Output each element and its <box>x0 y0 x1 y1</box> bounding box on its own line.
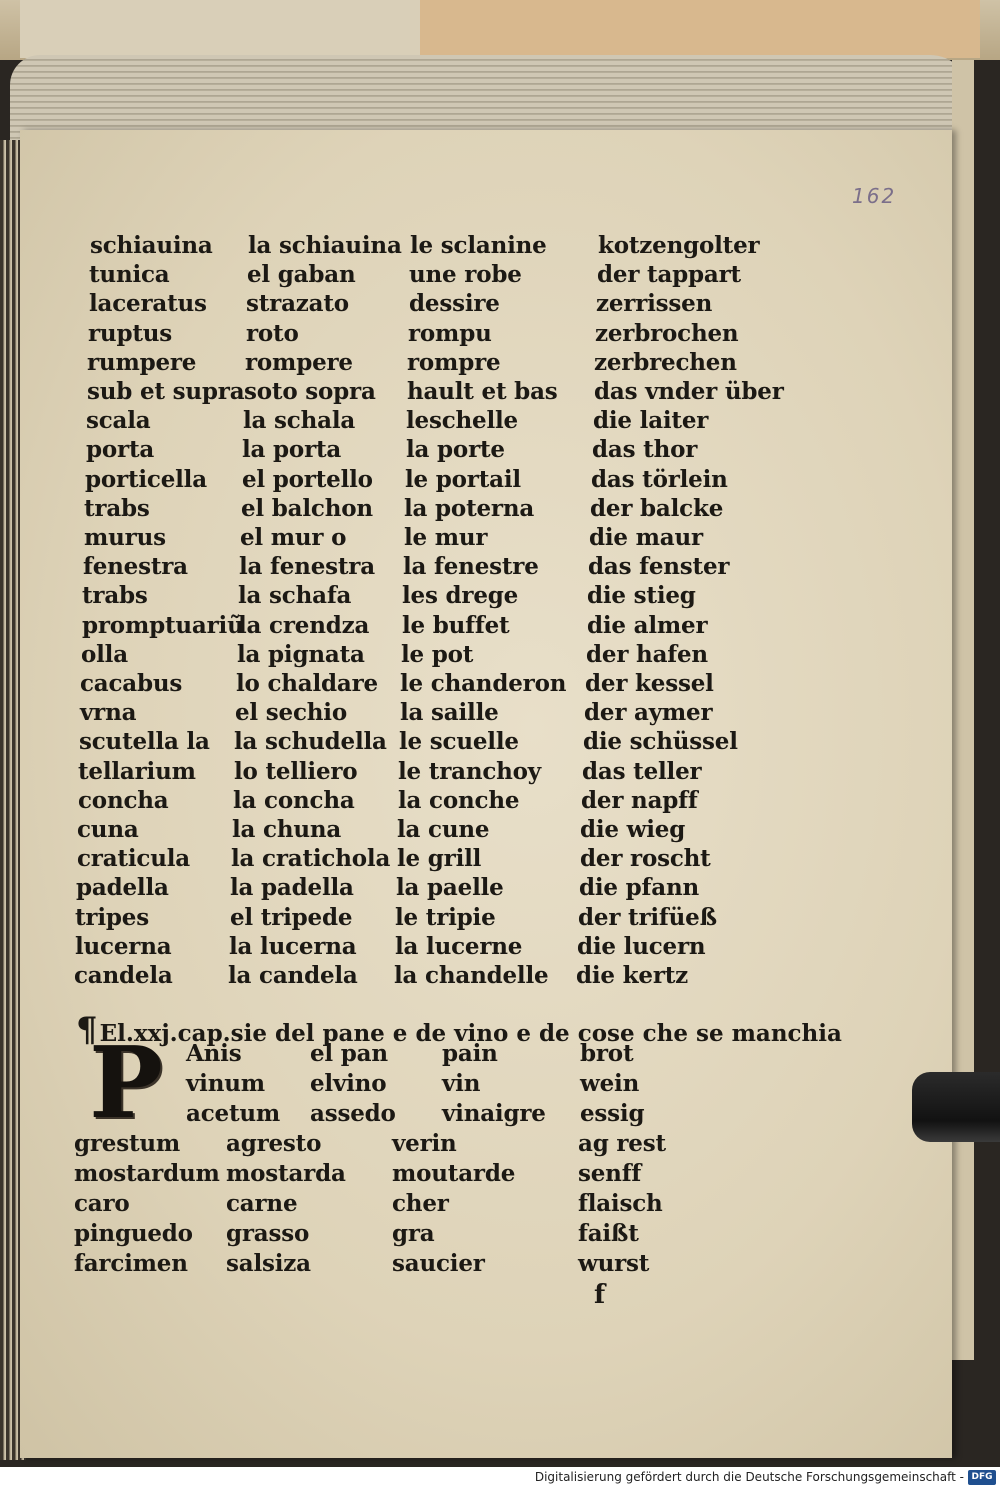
vocab-cell: le sclanine <box>410 232 547 259</box>
vocab-cell: vrna <box>80 699 137 726</box>
vocab-cell: zerrissen <box>596 290 713 317</box>
chapter-cell: faißt <box>578 1220 639 1247</box>
top-board <box>20 0 422 58</box>
vocab-cell: candela <box>74 962 173 989</box>
vocab-cell: kotzengolter <box>598 232 760 259</box>
vocab-cell: der tappart <box>597 261 741 288</box>
vocab-cell: die laiter <box>593 407 709 434</box>
vocab-cell: le buffet <box>402 612 510 639</box>
vocab-cell: der balcke <box>590 495 724 522</box>
signature-mark: f <box>594 1280 605 1310</box>
vocab-cell: der roscht <box>580 845 711 872</box>
vocab-cell: la fenestra <box>239 553 375 580</box>
vocab-cell: el balchon <box>241 495 373 522</box>
page-right-strip <box>952 60 974 1360</box>
chapter-cell: wurst <box>578 1250 650 1277</box>
vocab-cell: das teller <box>582 758 702 785</box>
vocab-cell: le portail <box>405 466 521 493</box>
chapter-cell: wein <box>580 1070 640 1097</box>
vocab-cell: concha <box>78 787 169 814</box>
vocab-cell: la crendza <box>238 612 370 639</box>
vocab-cell: soto sopra <box>244 378 376 405</box>
chapter-heading-text: El.xxj.cap.sie del pane e de vino e de cose che se manchia <box>99 1020 842 1047</box>
chapter-cell: mostarda <box>226 1160 346 1187</box>
chapter-cell: moutarde <box>392 1160 516 1187</box>
chapter-cell: brot <box>580 1040 634 1067</box>
chapter-cell: senff <box>578 1160 642 1187</box>
vocab-cell: die stieg <box>587 582 696 609</box>
vocab-cell: leschelle <box>406 407 518 434</box>
chapter-cell: salsiza <box>226 1250 311 1277</box>
vocab-cell: schiauina <box>90 232 213 259</box>
vocab-cell: tellarium <box>78 758 196 785</box>
vocab-cell: der hafen <box>586 641 708 668</box>
vocab-cell: tripes <box>75 904 149 931</box>
vocab-cell: die pfann <box>579 874 699 901</box>
vocab-cell: la padella <box>230 874 354 901</box>
vocab-cell: le scuelle <box>399 728 519 755</box>
vocab-cell: la pignata <box>237 641 365 668</box>
vocab-cell: trabs <box>84 495 150 522</box>
vocab-cell: la chuna <box>232 816 342 843</box>
chapter-cell: assedo <box>310 1100 396 1127</box>
dfg-logo: DFG <box>968 1470 996 1485</box>
vocab-cell: scutella la <box>79 728 210 755</box>
vocab-cell: das fenster <box>588 553 730 580</box>
chapter-cell: flaisch <box>578 1190 663 1217</box>
vocab-cell: la cune <box>397 816 490 843</box>
vocab-cell: el portello <box>242 466 373 493</box>
chapter-cell: saucier <box>392 1250 485 1277</box>
vocab-cell: scala <box>86 407 151 434</box>
vocab-cell: le pot <box>401 641 474 668</box>
vocab-cell: zerbrochen <box>595 320 739 347</box>
vocab-cell: la lucerne <box>395 933 523 960</box>
vocab-cell: die wieg <box>580 816 686 843</box>
vocab-cell: die almer <box>587 612 708 639</box>
vocab-cell: trabs <box>82 582 148 609</box>
vocab-cell: ruptus <box>88 320 173 347</box>
vocab-cell: promptuariũ <box>82 612 244 639</box>
book-clip <box>912 1072 1000 1142</box>
vocab-cell: das thor <box>592 436 698 463</box>
chapter-cell: vin <box>442 1070 481 1097</box>
vocab-cell: die maur <box>589 524 703 551</box>
chapter-cell: pinguedo <box>74 1220 193 1247</box>
pilcrow-mark: ¶ <box>76 1010 98 1050</box>
top-board-right <box>420 0 980 58</box>
vocab-cell: der aymer <box>584 699 713 726</box>
vocab-cell: le tranchoy <box>398 758 541 785</box>
vocab-cell: padella <box>76 874 169 901</box>
chapter-cell: gra <box>392 1220 435 1247</box>
vocab-cell: la paelle <box>396 874 504 901</box>
vocab-cell: el tripede <box>230 904 353 931</box>
vocab-cell: la porta <box>242 436 342 463</box>
vocab-cell: dessire <box>409 290 500 317</box>
chapter-cell: el pan <box>310 1040 388 1067</box>
vocab-cell: le tripie <box>395 904 496 931</box>
vocab-cell: la candela <box>228 962 358 989</box>
vocab-cell: porta <box>86 436 155 463</box>
chapter-cell: carne <box>226 1190 298 1217</box>
vocab-cell: el gaban <box>247 261 356 288</box>
vocab-cell: lo chaldare <box>236 670 378 697</box>
footer-credit: Digitalisierung gefördert durch die Deutsche Forschungsgemeinschaft - <box>534 1470 964 1484</box>
vocab-cell: hault et bas <box>407 378 558 405</box>
vocab-cell: fenestra <box>83 553 188 580</box>
vocab-cell: die kertz <box>576 962 689 989</box>
vocab-cell: die lucern <box>577 933 706 960</box>
vocab-cell: la porte <box>406 436 505 463</box>
vocab-cell: strazato <box>246 290 349 317</box>
vocab-cell: la poterna <box>404 495 535 522</box>
vocab-cell: das törlein <box>591 466 728 493</box>
vocab-cell: der kessel <box>585 670 714 697</box>
vocab-cell: zerbrechen <box>594 349 737 376</box>
decorated-initial: P <box>89 1026 163 1141</box>
vocab-cell: das vnder über <box>594 378 784 405</box>
vocab-cell: laceratus <box>89 290 207 317</box>
chapter-cell: agresto <box>226 1130 322 1157</box>
vocab-cell: roto <box>246 320 299 347</box>
chapter-cell: elvino <box>310 1070 387 1097</box>
vocab-cell: porticella <box>85 466 207 493</box>
vocab-cell: la schiauina <box>248 232 402 259</box>
chapter-cell: Anis <box>186 1040 242 1067</box>
vocab-cell: la schafa <box>238 582 352 609</box>
vocab-cell: sub et supra <box>87 378 245 405</box>
vocab-cell: rompu <box>408 320 492 347</box>
vocab-cell: rompre <box>407 349 501 376</box>
vocab-cell: cuna <box>77 816 139 843</box>
vocab-cell: lucerna <box>75 933 172 960</box>
vocab-cell: die schüssel <box>583 728 738 755</box>
vocab-cell: lo telliero <box>234 758 358 785</box>
chapter-cell: verin <box>392 1130 457 1157</box>
chapter-cell: grasso <box>226 1220 310 1247</box>
vocab-cell: la saille <box>400 699 499 726</box>
vocab-cell: rompere <box>245 349 353 376</box>
chapter-cell: grestum <box>74 1130 181 1157</box>
vocab-cell: rumpere <box>87 349 197 376</box>
vocab-cell: la cratichola <box>231 845 391 872</box>
vocab-cell: le grill <box>397 845 482 872</box>
chapter-cell: cher <box>392 1190 449 1217</box>
vocab-cell: la fenestre <box>403 553 539 580</box>
chapter-cell: caro <box>74 1190 130 1217</box>
vocab-cell: la schala <box>243 407 356 434</box>
vocab-cell: le chanderon <box>400 670 567 697</box>
vocab-cell: el mur o <box>240 524 347 551</box>
chapter-cell: pain <box>442 1040 498 1067</box>
vocab-cell: der trifüeß <box>578 904 717 931</box>
chapter-cell: ag rest <box>578 1130 666 1157</box>
chapter-cell: essig <box>580 1100 645 1127</box>
vocab-cell: la chandelle <box>394 962 549 989</box>
vocab-cell: le mur <box>404 524 488 551</box>
vocab-cell: les drege <box>402 582 519 609</box>
vocab-cell: tunica <box>89 261 170 288</box>
footer-bar <box>0 1467 1000 1489</box>
vocab-cell: la schudella <box>234 728 387 755</box>
chapter-cell: mostardum <box>74 1160 220 1187</box>
vocab-cell: craticula <box>77 845 190 872</box>
vocab-cell: la conche <box>398 787 520 814</box>
vocab-cell: une robe <box>409 261 522 288</box>
vocab-cell: la lucerna <box>229 933 357 960</box>
vocab-cell: der napff <box>581 787 698 814</box>
vocab-cell: olla <box>81 641 128 668</box>
chapter-cell: farcimen <box>74 1250 188 1277</box>
vocab-cell: murus <box>84 524 166 551</box>
vocab-cell: la concha <box>233 787 355 814</box>
vocab-cell: el sechio <box>235 699 347 726</box>
folio-number: 162 <box>852 184 897 208</box>
chapter-cell: acetum <box>186 1100 281 1127</box>
vocab-cell: cacabus <box>80 670 183 697</box>
chapter-cell: vinum <box>186 1070 265 1097</box>
chapter-cell: vinaigre <box>442 1100 546 1127</box>
